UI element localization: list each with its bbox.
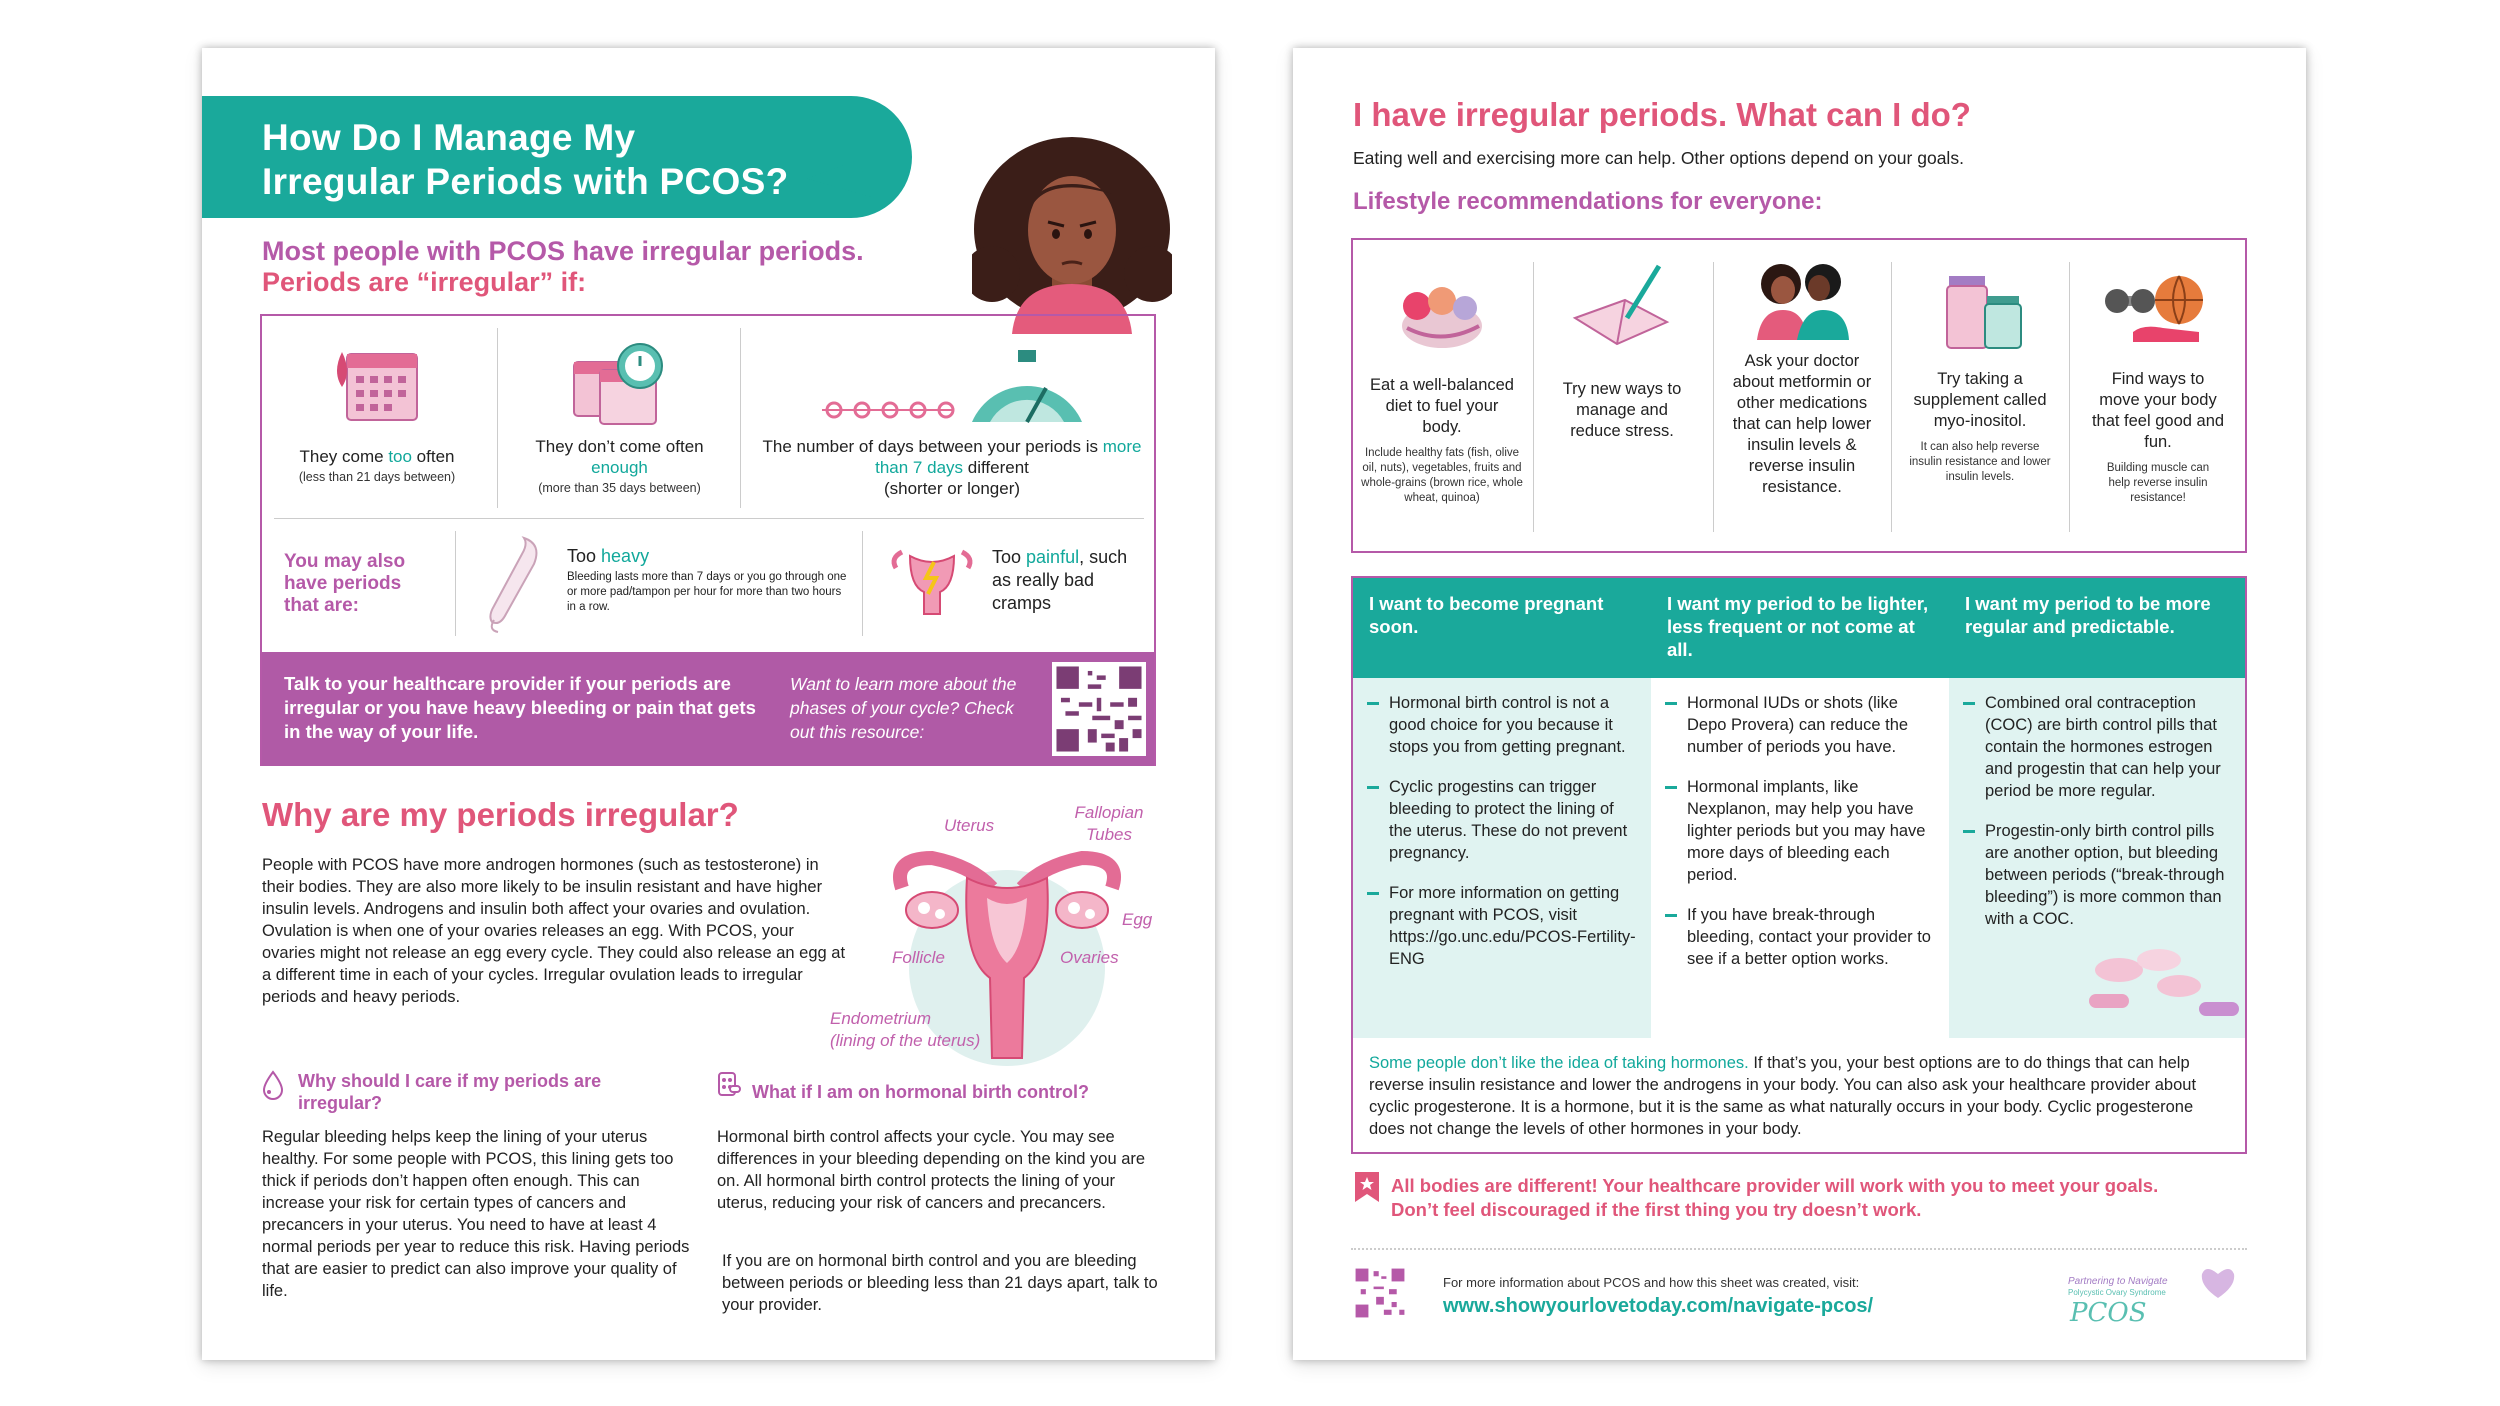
divider xyxy=(862,531,863,636)
pills-illustration xyxy=(2069,940,2249,1020)
what-can-i-do-heading: I have irregular periods. What can I do? xyxy=(1353,96,1971,133)
irregular-intro: Most people with PCOS have irregular periods. Periods are “irregular” if: xyxy=(262,236,864,297)
label-ovaries: Ovaries xyxy=(1060,948,1119,967)
divider xyxy=(740,328,741,508)
divider xyxy=(274,518,1144,519)
list-item: Hormonal implants, like Nexplanon, may help you have lighter periods but you may have more days of bleeding each period. xyxy=(1665,776,1939,886)
birth-control-heading: What if I am on hormonal birth control? xyxy=(752,1082,1089,1102)
footer-divider xyxy=(1351,1248,2247,1250)
doctor-patient-icon xyxy=(1747,260,1857,340)
list-item: Hormonal birth control is not a good choice for you because it stops you from getting pregnant. xyxy=(1367,692,1641,758)
criteria-too-often: They come too often (less than 21 days between) xyxy=(298,447,456,484)
label-follicle: Follicle xyxy=(892,948,945,967)
sports-equipment-icon xyxy=(2103,266,2213,356)
list-item: For more information on getting pregnant with PCOS, visit https://go.unc.edu/PCOS-Fertility-ENG xyxy=(1367,882,1641,970)
what-can-i-do-subheading: Eating well and exercising more can help. Other options depend on your goals. xyxy=(1353,148,1964,168)
talk-to-provider-bar: Talk to your healthcare provider if your periods are irregular or you have heavy bleeding or pain that gets in the way of your life. Want to learn more about the phases of your cycle? Check out this resource: xyxy=(262,652,1154,766)
hormone-note: Some people don’t like the idea of taking hormones. If that’s you, your best options are to do things that can help reverse insulin resistance and lower the androgens in your body. You can also ask your healthcare provider about cyclic progesterone. It is a hormone, but it is the same as what naturally occurs in your body. Cyclic progesterone does not change the levels of other hormones in your body. xyxy=(1369,1054,2197,1138)
lifestyle-heading: Lifestyle recommendations for everyone: xyxy=(1353,188,1823,215)
why-irregular-body: People with PCOS have more androgen hormones (such as testosterone) in their bodies. They are also more likely to be insulin resistant and have higher insulin levels. Androgens and insulin both affect your ovaries and ovulation. Ovulation is when one of your ovaries releases an egg. With PCOS, your ovaries might not release an egg every cycle. They could also release an egg at a different time in each of your cycles. Irregular ovulation leads to irregular periods and heavy periods. xyxy=(262,856,846,1006)
heart-logo-icon xyxy=(2198,1264,2238,1300)
may-also-label: You may also have periods that are: xyxy=(284,551,406,616)
goal-pregnant-header: I want to become pregnant soon. xyxy=(1353,578,1651,678)
goal-regular-header: I want my period to be more regular and predictable. xyxy=(1949,578,2245,678)
footer-link[interactable]: www.showyourlovetoday.com/navigate-pcos/ xyxy=(1443,1295,1874,1317)
label-fallopian-tubes: Fallopian Tubes xyxy=(1074,803,1144,844)
why-care-body: Regular bleeding helps keep the lining of your uterus healthy. For some people with PCOS, this lining gets too thick if periods don’t happen often enough. This can increase your risk for certain types of cancers and precancers in your uterus. You need to have at least 4 normal periods per year to reduce this risk. Having periods that are easier to predict can also improve your quality of life. xyxy=(262,1128,690,1300)
page-left xyxy=(202,48,1215,1360)
calendar-blood-drop-icon xyxy=(322,332,432,432)
bodies-different-note: All bodies are different! Your healthcare provider will work with you to meet your goals. Don’t feel discouraged if the first thing you try doesn’t work. xyxy=(1391,1175,2159,1220)
lifestyle-supplement: Try taking a supplement called myo-inositol. It can also help reverse insulin resistance and lower insulin levels. xyxy=(1891,240,2069,551)
label-endometrium: Endometrium (lining of the uterus) xyxy=(830,1009,981,1050)
page-right xyxy=(1293,48,2306,1360)
list-item: If you have break-through bleeding, contact your provider to see if a better option works. xyxy=(1665,904,1939,970)
why-care-heading: Why should I care if my periods are irregular? xyxy=(298,1071,602,1113)
lifestyle-stress: Try new ways to manage and reduce stress. xyxy=(1533,240,1711,551)
irregular-criteria-box xyxy=(260,314,1156,766)
too-painful: Too painful, such as really bad cramps xyxy=(992,547,1128,613)
too-heavy: Too heavy Bleeding lasts more than 7 days or you go through one or more pad/tampon per hour for more than two hours in a row. xyxy=(567,546,847,613)
label-uterus: Uterus xyxy=(944,816,995,835)
woman-avatar-illustration xyxy=(972,134,1172,334)
list-item: Hormonal IUDs or shots (like Depo Provera) can reduce the number of periods you have. xyxy=(1665,692,1939,758)
goal-pregnant-list xyxy=(1353,678,1651,1038)
birth-control-body-1: Hormonal birth control affects your cycle. You may see differences in your bleeding depending on the kind you are on. All hormonal birth control protects the lining of your uterus, reducing your risk of cancers and precancers. xyxy=(717,1128,1146,1212)
list-item: Cyclic progestins can trigger bleeding to protect the lining of the uterus. These do not prevent pregnancy. xyxy=(1367,776,1641,864)
divider xyxy=(455,531,456,636)
lifestyle-box xyxy=(1351,238,2247,553)
calendar-timer-icon xyxy=(562,332,672,432)
goal-regular-list xyxy=(1949,678,2245,1038)
tampon-icon xyxy=(484,534,554,634)
star-badge-icon xyxy=(1353,1170,1381,1204)
supplement-jars-icon xyxy=(1925,266,2035,356)
journal-pen-icon xyxy=(1567,260,1677,360)
page-title: How Do I Manage My Irregular Periods with PCOS? xyxy=(262,117,789,202)
goals-table xyxy=(1351,576,2247,1154)
title-banner xyxy=(202,96,912,218)
footer-text: For more information about PCOS and how this sheet was created, visit: xyxy=(1443,1275,1860,1290)
goal-lighter-list xyxy=(1651,678,1949,1038)
drop-icon xyxy=(262,1070,284,1100)
divider xyxy=(497,328,498,508)
cycle-timer-icon xyxy=(822,344,1102,424)
why-irregular-heading: Why are my periods irregular? xyxy=(262,796,739,833)
list-item: Combined oral contraception (COC) are birth control pills that contain the hormones estrogen and progestin that can help your period be more regular. xyxy=(1963,692,2235,802)
pcos-logo: Partnering to Navigate Polycystic Ovary Syndrome PCOS xyxy=(2068,1258,2248,1338)
lifestyle-exercise: Find ways to move your body that feel good and fun. Building muscle can help reverse insulin resistance! xyxy=(2069,240,2247,551)
lifestyle-medication: Ask your doctor about metformin or other medications that can help lower insulin levels & reverse insulin resistance. xyxy=(1713,240,1891,551)
birth-control-body-2: If you are on hormonal birth control and you are bleeding between periods or bleeding less than 21 days apart, talk to your provider. xyxy=(722,1252,1158,1314)
lifestyle-diet: Eat a well-balanced diet to fuel your body. Include healthy fats (fish, olive oil, nuts), vegetables, fruits and whole-grains (brown rice, whole wheat, quinoa) xyxy=(1353,240,1531,551)
label-egg: Egg xyxy=(1122,910,1153,929)
uterus-pain-icon xyxy=(882,538,982,618)
healthy-food-icon xyxy=(1387,266,1497,356)
goal-lighter-header: I want my period to be lighter, less frequent or not come at all. xyxy=(1651,578,1949,678)
list-item: Progestin-only birth control pills are another option, but bleeding between periods (“break-through bleeding”) is more common than with a COC. xyxy=(1963,820,2235,930)
pill-pack-icon xyxy=(716,1070,742,1098)
footer-qr-code-icon[interactable] xyxy=(1353,1266,1407,1320)
qr-code-icon[interactable] xyxy=(1052,662,1146,756)
criteria-not-often-enough: They don’t come often enough (more than 35 days between) xyxy=(535,437,704,495)
criteria-days-between: The number of days between your periods is more than 7 days different (shorter or longer) xyxy=(762,437,1142,498)
